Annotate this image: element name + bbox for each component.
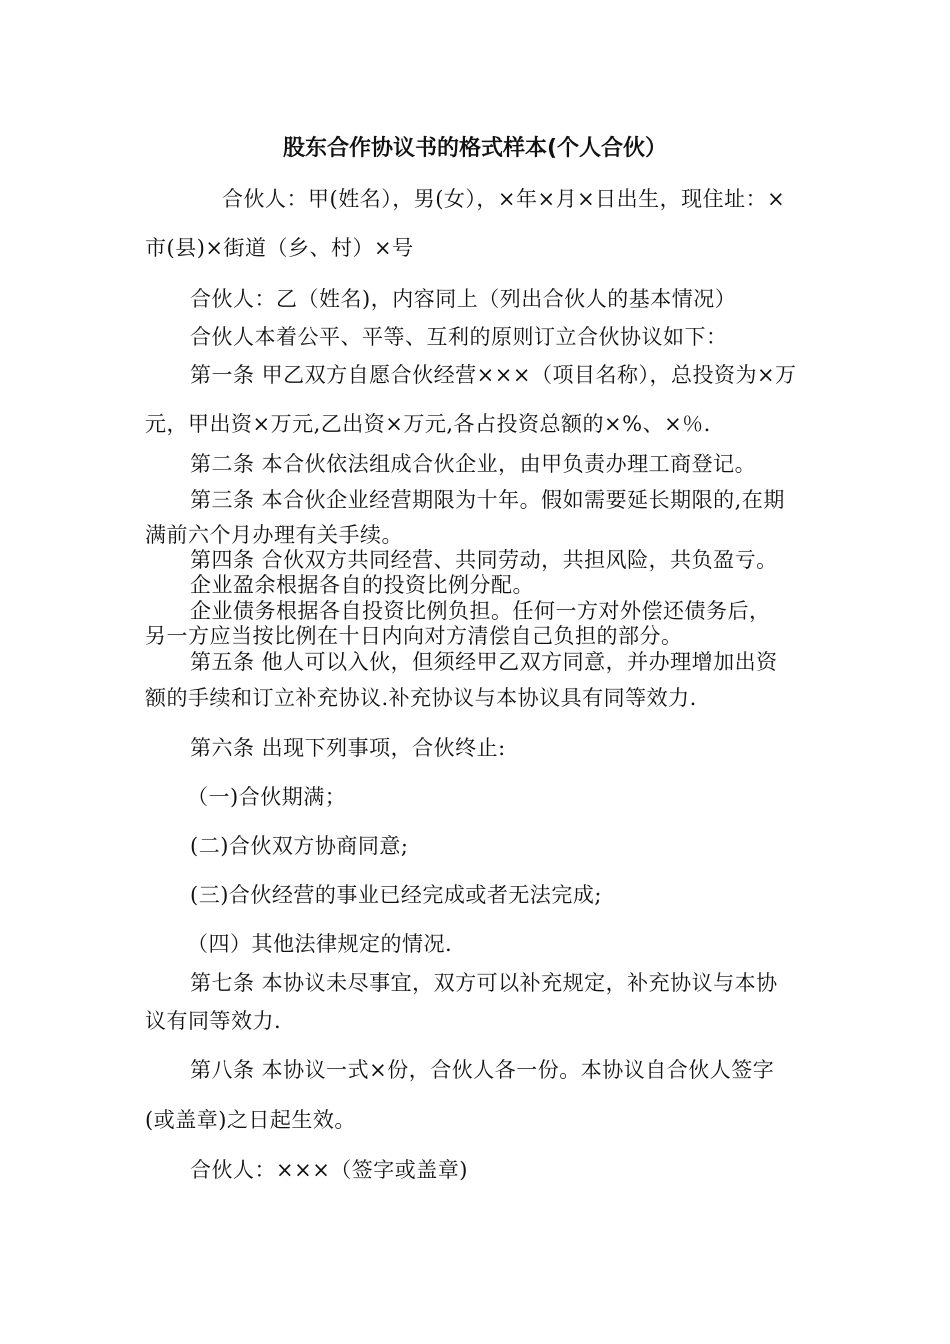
paragraph-line: 第二条 本合伙依法组成合伙企业，由甲负责办理工商登记。	[190, 452, 757, 476]
paragraph-line: (或盖章)之日起生效。	[145, 1108, 356, 1132]
paragraph-line: 额的手续和订立补充协议.补充协议与本协议具有同等效力.	[145, 686, 697, 710]
paragraph-line: 满前六个月办理有关手续。	[145, 523, 403, 547]
paragraph-line: （一)合伙期满；	[187, 785, 347, 809]
paragraph-line: 企业盈余根据各自的投资比例分配。	[190, 573, 534, 597]
paragraph-line: 第七条 本协议未尽事宜，双方可以补充规定，补充协议与本协	[190, 971, 778, 995]
signature-line: 合伙人：×××（签字或盖章)	[190, 1158, 468, 1182]
paragraph-line: (三)合伙经营的事业已经完成或者无法完成;	[190, 883, 602, 907]
paragraph-line: 第四条 合伙双方共同经营、共同劳动，共担风险，共负盈亏。	[190, 548, 778, 572]
paragraph-line: 第一条 甲乙双方自愿合伙经营×××（项目名称），总投资为×万	[190, 363, 797, 387]
paragraph-line: 市(县)×街道（乡、村）×号	[145, 236, 414, 260]
document-title: 股东合作协议书的格式样本(个人合伙）	[282, 136, 668, 161]
paragraph-line: 企业债务根据各自投资比例负担。任何一方对外偿还债务后，	[190, 599, 771, 623]
paragraph-line: 议有同等效力.	[145, 1009, 282, 1033]
paragraph-line: (二)合伙双方协商同意;	[190, 834, 409, 858]
paragraph-line: 第三条 本合伙企业经营期限为十年。假如需要延长期限的,在期	[190, 488, 785, 512]
paragraph-line: 合伙人：甲(姓名），男(女），×年×月×日出生，现住址：×	[222, 187, 786, 211]
paragraph-line: （四）其他法律规定的情况.	[187, 932, 453, 956]
paragraph-line: 第八条 本协议一式×份，合伙人各一份。本协议自合伙人签字	[190, 1058, 775, 1082]
paragraph-line: 合伙人本着公平、平等、互利的原则订立合伙协议如下：	[190, 325, 728, 349]
paragraph-line: 第五条 他人可以入伙，但须经甲乙双方同意，并办理增加出资	[190, 650, 778, 674]
paragraph-line: 元，甲出资×万元,乙出资×万元,各占投资总额的×%、×％.	[145, 412, 711, 436]
paragraph-line: 合伙人：乙（姓名)，内容同上（列出合伙人的基本情况）	[190, 287, 737, 311]
paragraph-line: 第六条 出现下列事项，合伙终止:	[190, 736, 506, 760]
paragraph-line: 另一方应当按比例在十日内向对方清偿自己负担的部分。	[145, 624, 683, 648]
